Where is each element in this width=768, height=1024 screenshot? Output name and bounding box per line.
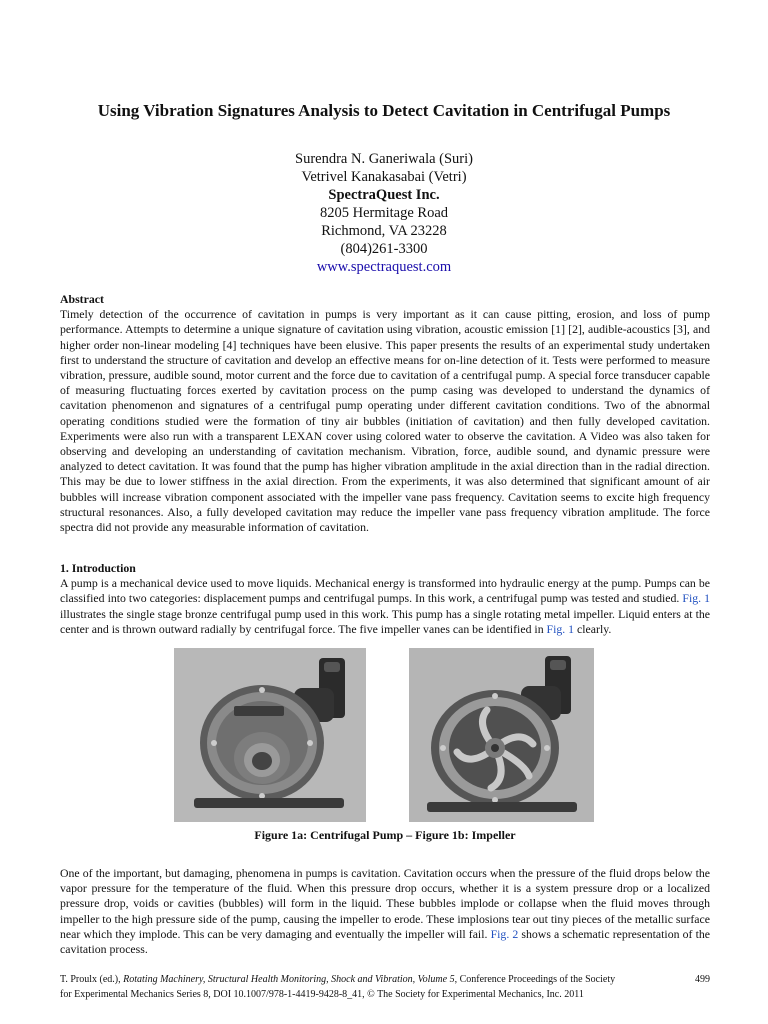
author-block bbox=[184, 150, 584, 276]
figure-reference-link[interactable]: Fig. 1 bbox=[682, 591, 710, 606]
address-line: Richmond, VA 23228 bbox=[321, 223, 447, 239]
author-name: Vetrivel Kanakasabai (Vetri) bbox=[301, 169, 467, 185]
abstract-section bbox=[60, 292, 710, 535]
introduction-heading: 1. Introduction bbox=[60, 561, 136, 575]
phone-number: (804)261-3300 bbox=[340, 241, 428, 257]
website-link[interactable]: www.spectraquest.com bbox=[316, 259, 452, 275]
citation-text: T. Proulx (ed.), bbox=[60, 974, 124, 985]
author-name: Surendra N. Ganeriwala (Suri) bbox=[295, 151, 473, 167]
figure-1 bbox=[174, 648, 594, 822]
page-number: 499 bbox=[695, 974, 710, 985]
intro-text: A pump is a mechanical device used to move liquids. Mechanical energy is transformed into hydraulic energy at the pump. Pumps can be classified into two categories: displacement pumps and centrifugal pumps. In this work, a centrifugal pump was tested and studied. bbox=[60, 576, 710, 606]
citation-text: , Conference Proceedings of the Society bbox=[454, 974, 616, 985]
citation-line: for Experimental Mechanics Series 8, DOI 10.1007/978-1-4419-9428-8_41, © The Society for Experimental Mechanics, Inc. 2011 bbox=[60, 989, 584, 1000]
figure-caption: Figure 1a: Centrifugal Pump – Figure 1b: Impeller bbox=[254, 828, 516, 842]
intro-text: illustrates the single stage bronze centrifugal pump used in this work. This pump has a single rotating metal impeller. Liquid enters at the center and is thrown outward radially by centrifugal force. The five impeller vanes can be identified in bbox=[60, 606, 710, 636]
abstract-text: Timely detection of the occurrence of cavitation in pumps is very important as it can cause pitting, erosion, and loss of pump performance. Attempts to determine a unique signature of cavitation using vibration, acoustic emission [1] [2], audible-acoustics [3], and higher order non-linear modeling [4] techniques have been elusive. This paper presents the results of an experimental study undertaken first to understand the structure of cavitation and develop an effective means for on-line detection of it. Tests were performed to measure vibration, pressure, audible sound, motor current and the force due to cavitation of a centrifugal pump. A special force transducer capable of measuring fluctuating forces exerted by cavitation process on the pump casing was developed to understand the dynamics of cavitation phenomenon and signatures of a centrifugal pump operating under different cavitation conditions. Two of the abnormal operating conditions studied were the formation of tiny air bubbles (initiation of cavitation) and then fully developed cavitation. Experiments were also run with a transparent LEXAN cover using colored water to observe the cavitation. A Video was also taken for observing and developing an understanding of cavitation mechanism. Vibration, force, audible sound, and dynamic pressure were analyzed to detect cavitation. It was found that the pump has higher vibration amplitude in the axial direction than in the radial direction. This may be due to lower stiffness in the axial direction. From the experiments, it was also determined that significant amount of air bubbles will increase vibration component associated with the impeller vane pass frequency. Cavitation seems to excite high frequency structural resonances. Also, a fully developed cavitation may reduce the impeller vane pass frequency vibration amplitude. The force spectra did not provide any measurable information of cavitation. bbox=[60, 307, 710, 535]
affiliation: SpectraQuest Inc. bbox=[328, 187, 440, 203]
abstract-heading: Abstract bbox=[60, 292, 104, 306]
pump-photo bbox=[174, 648, 366, 822]
introduction-section bbox=[60, 561, 710, 637]
cavitation-paragraph bbox=[60, 866, 710, 957]
impeller-photo bbox=[409, 648, 594, 822]
address-line: 8205 Hermitage Road bbox=[319, 205, 449, 221]
introduction-paragraph bbox=[60, 576, 710, 637]
cavitation-text: shows a schematic representation of the cavitation process. bbox=[60, 926, 710, 957]
citation-line bbox=[60, 972, 710, 987]
citation-book-title: Rotating Machinery, Structural Health Monitoring, Shock and Vibration, Volume 5 bbox=[123, 974, 455, 985]
intro-text: clearly. bbox=[574, 621, 612, 636]
figure-reference-link[interactable]: Fig. 1 bbox=[546, 621, 575, 636]
paper-title: Using Vibration Signatures Analysis to Detect Cavitation in Centrifugal Pumps bbox=[97, 101, 671, 120]
cavitation-text: One of the important, but damaging, phenomena in pumps is cavitation. Cavitation occurs when the pressure of the fluid drops below the vapor pressure for the temperature of the fluid. When this pressure drop occurs, whether it is a system pressure drop or a localized pressure drop, voids or cavities (bubbles) will form in the liquid. These bubbles implode or collapse when the fluid moves through impeller to the high pressure side of the pump, causing the impeller to erode. These implosions tear out tiny pieces of the metallic surface near which they implode. This can be very damaging and eventually the impeller will fail. bbox=[60, 866, 710, 941]
page-footer bbox=[60, 972, 710, 1002]
figure-reference-link[interactable]: Fig. 2 bbox=[490, 926, 519, 941]
